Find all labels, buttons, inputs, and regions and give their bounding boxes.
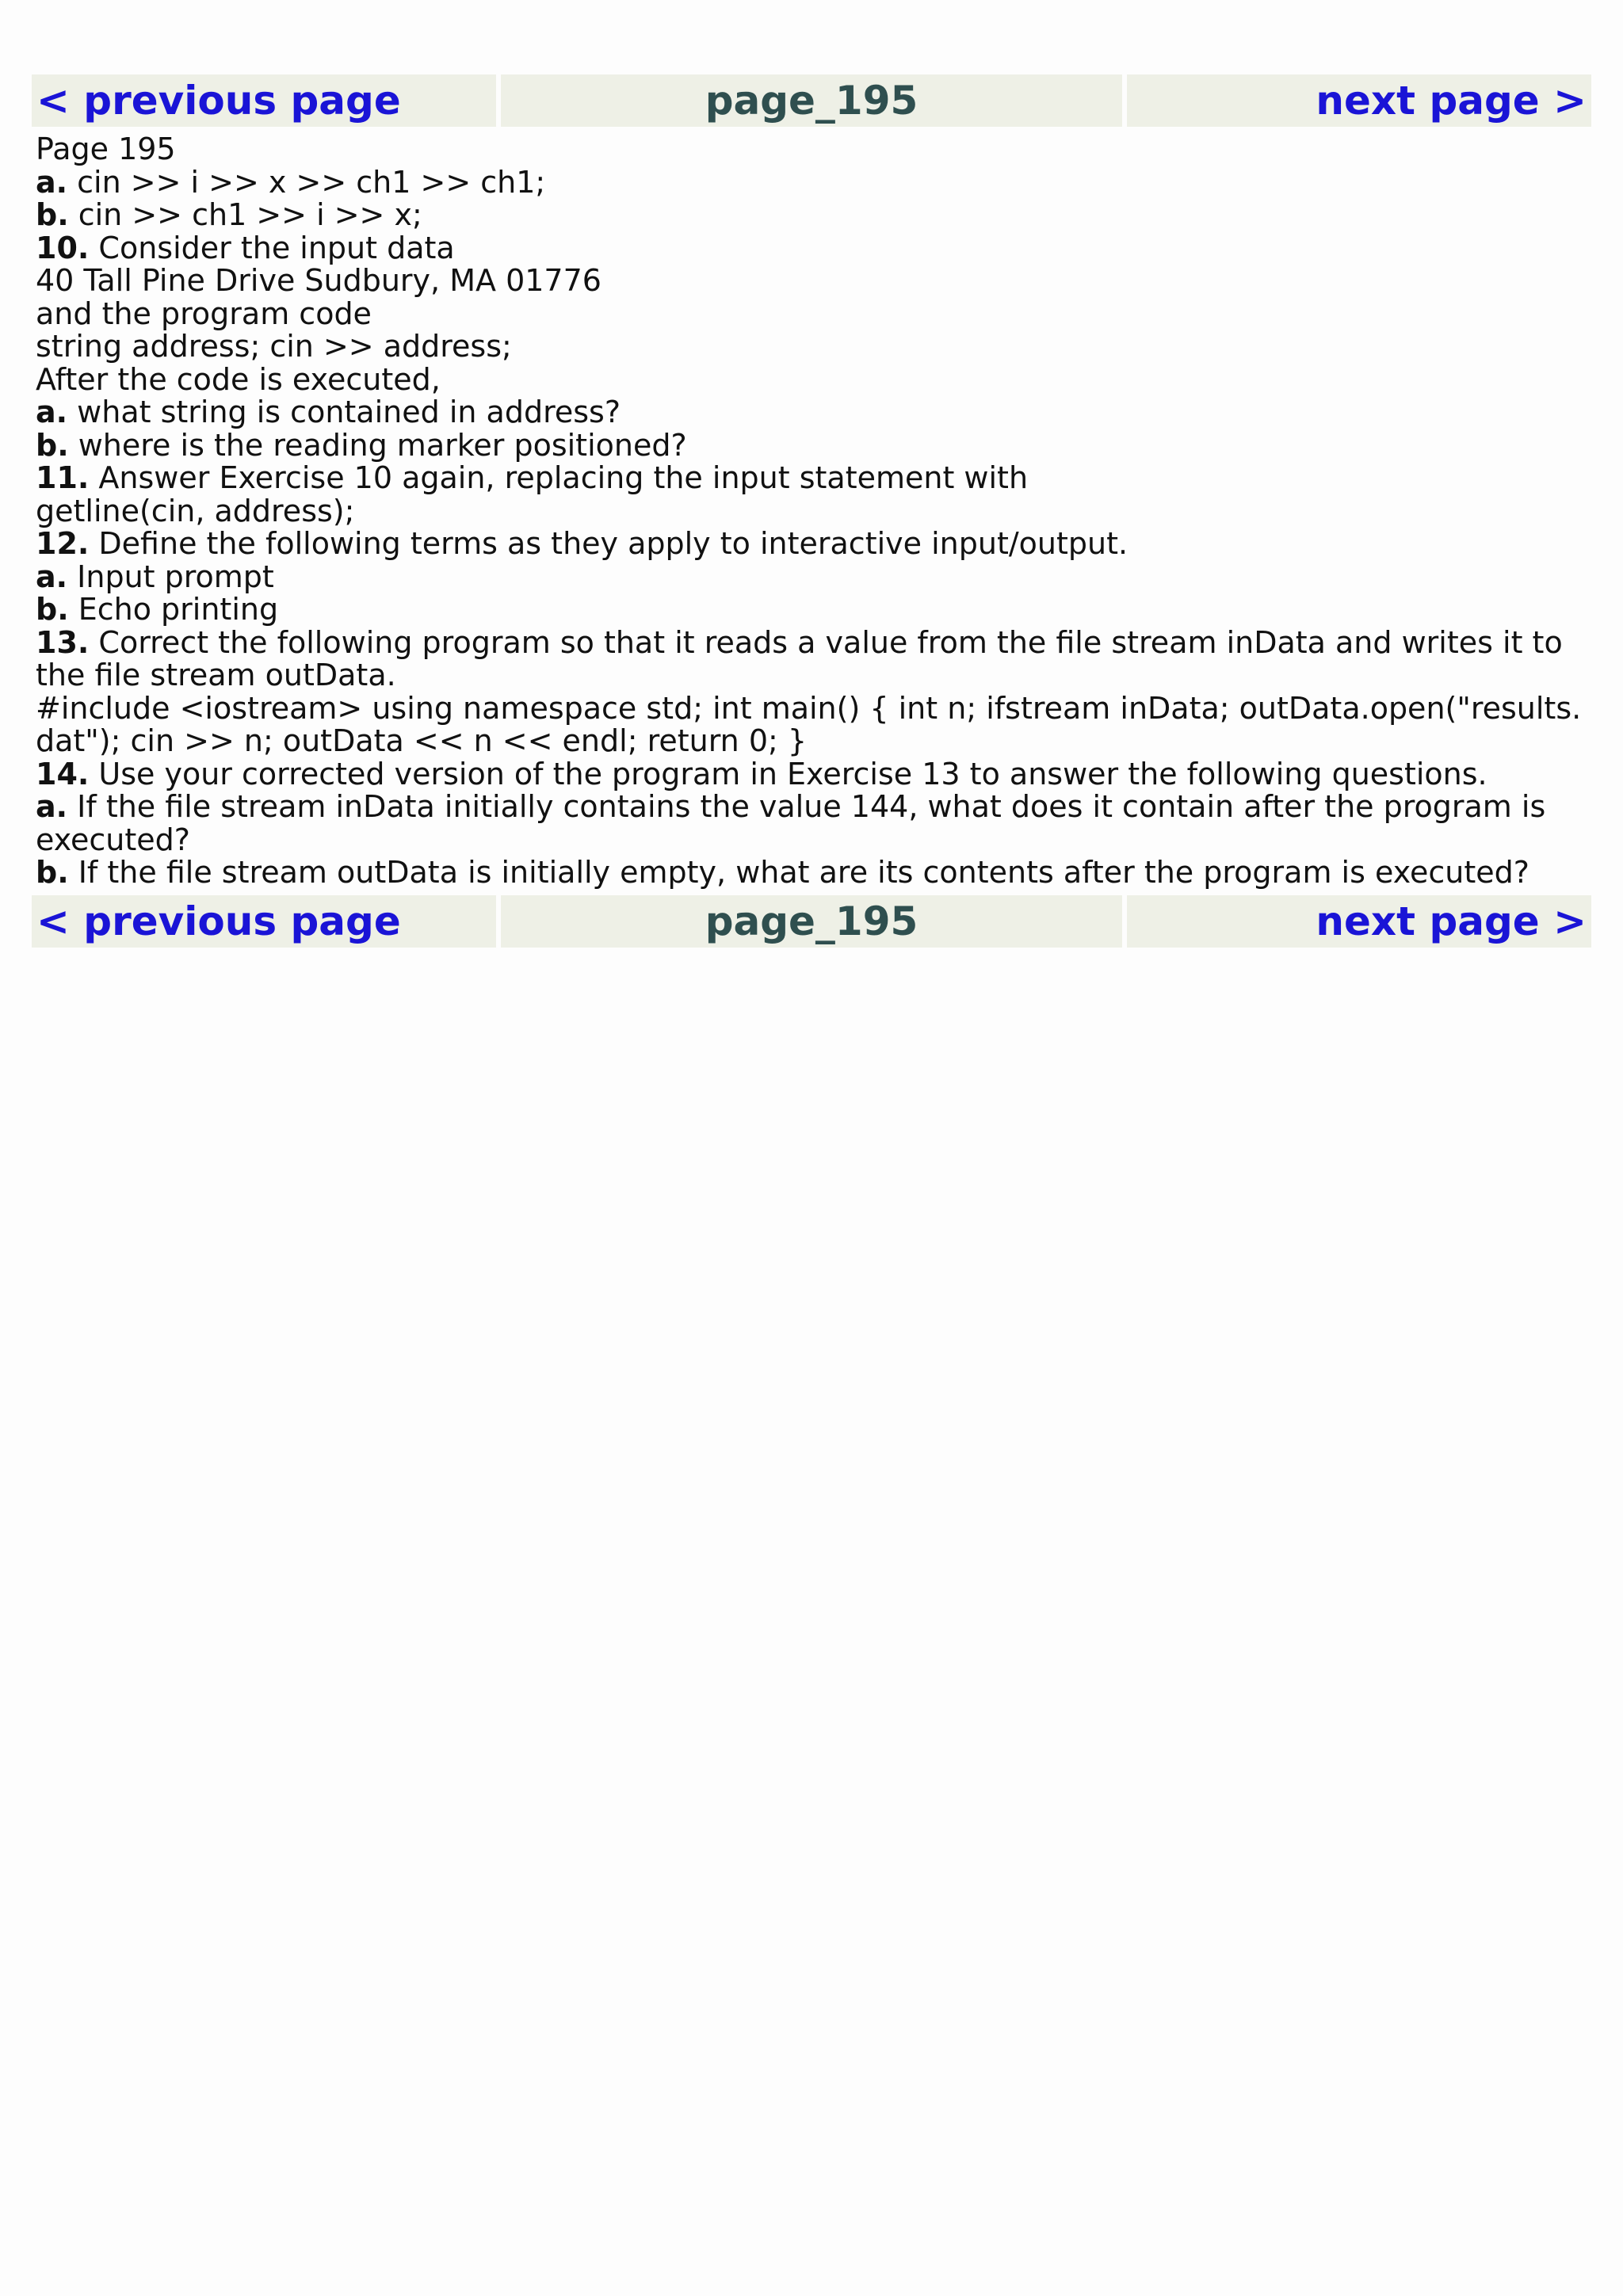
exercise-12 (36, 528, 1589, 561)
page-label: page_195 (501, 895, 1122, 948)
item-marker: b. (36, 427, 69, 463)
previous-page-link[interactable]: < previous page (36, 78, 401, 124)
item-text: cin >> i >> x >> ch1 >> ch1; (67, 164, 546, 200)
input-data-line: 40 Tall Pine Drive Sudbury, MA 01776 (36, 263, 601, 298)
item-text: If the file stream outData is initially empty, what are its contents after the program is executed? (68, 855, 1529, 890)
code-block: #include <iostream> using namespace std; int main() { int n; ifstream inData; outData.open("results. dat"); cin >> n; outData << n << endl; return 0; } (36, 690, 1582, 758)
item-text: where is the reading marker positioned? (68, 427, 687, 463)
next-page-cell (1127, 895, 1591, 948)
previous-page-link[interactable]: < previous page (36, 898, 401, 944)
item-text: what string is contained in address? (67, 395, 621, 429)
code-line: string address; cin >> address; (36, 329, 512, 364)
next-page-link[interactable]: next page > (1316, 78, 1587, 124)
item-marker: a. (36, 395, 68, 429)
exercise-14 (36, 758, 1589, 791)
previous-page-cell (32, 74, 496, 127)
exercise-9b (36, 199, 1589, 232)
exercise-10 (36, 232, 1589, 265)
exercise-number: 10. (36, 230, 90, 265)
item-marker: a. (36, 164, 68, 200)
exercise-number: 13. (36, 624, 90, 660)
exercise-number: 14. (36, 756, 90, 791)
text-line: and the program code (36, 296, 372, 331)
item-marker: a. (36, 559, 68, 594)
exercise-9a (36, 166, 1589, 200)
exercise-text: Use your corrected version of the program in Exercise 13 to answer the following questions. (89, 756, 1487, 791)
exercise-11 (36, 462, 1589, 495)
exercise-number: 11. (36, 460, 90, 495)
exercise-text: Answer Exercise 10 again, replacing the input statement with (89, 460, 1029, 495)
exercise-14b (36, 856, 1589, 890)
item-text: If the file stream inData initially contains the value 144, what does it contain after the program is executed? (36, 789, 1546, 857)
next-page-cell (1127, 74, 1591, 127)
exercise-text: Define the following terms as they apply to interactive input/output. (89, 526, 1128, 561)
previous-page-cell (32, 895, 496, 948)
exercise-14a (36, 791, 1589, 856)
bottom-navigation-bar (32, 895, 1591, 948)
exercise-text: Correct the following program so that it reads a value from the file stream inData and writes it to the file stream outData. (36, 624, 1563, 692)
item-text: Echo printing (68, 592, 279, 627)
item-marker: a. (36, 789, 68, 824)
exercise-text: Consider the input data (89, 230, 455, 265)
page-label: page_195 (501, 74, 1122, 127)
text-line: After the code is executed, (36, 361, 441, 397)
next-page-link[interactable]: next page > (1316, 898, 1587, 944)
page-heading: Page 195 (36, 132, 176, 166)
exercise-12b (36, 593, 1589, 627)
page-content (36, 133, 1589, 890)
exercise-10b (36, 429, 1589, 463)
item-text: cin >> ch1 >> i >> x; (68, 197, 422, 232)
exercise-10a (36, 396, 1589, 429)
exercise-number: 12. (36, 526, 90, 561)
top-navigation-bar (32, 74, 1591, 127)
code-line: getline(cin, address); (36, 493, 355, 528)
item-marker: b. (36, 197, 69, 232)
exercise-13 (36, 624, 1589, 692)
item-text: Input prompt (67, 559, 274, 594)
item-marker: b. (36, 855, 69, 890)
item-marker: b. (36, 592, 69, 627)
exercise-12a (36, 561, 1589, 594)
